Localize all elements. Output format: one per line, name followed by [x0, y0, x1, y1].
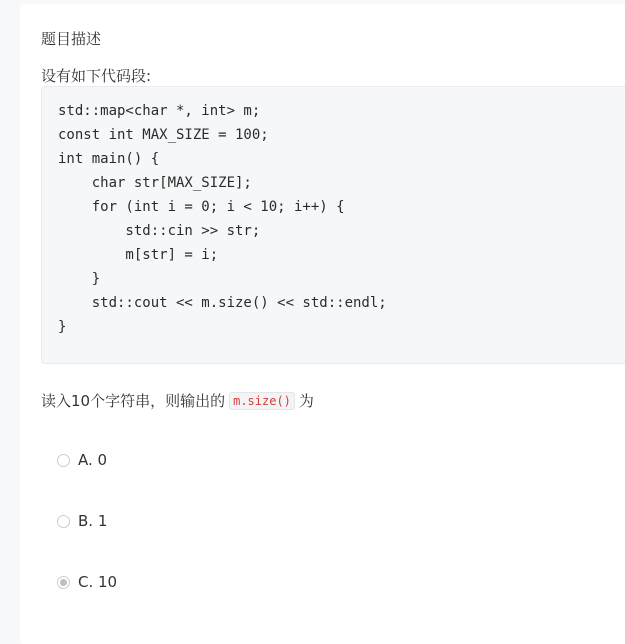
option-c[interactable] [57, 571, 117, 593]
code-line: std::cin >> str; [58, 223, 261, 239]
code-line: for (int i = 0; i < 10; i++) { [58, 199, 345, 215]
option-label-c: C. 10 [78, 573, 118, 591]
code-block [41, 86, 625, 364]
code-line: } [58, 319, 67, 335]
inline-code: m.size() [229, 392, 295, 410]
prompt-text-after: 为 [298, 392, 314, 410]
code-line: std::cout << m.size() << std::endl; [58, 295, 387, 311]
code-line: std::map<char *, int> m; [58, 103, 261, 119]
section-title: 题目描述 [41, 30, 102, 48]
option-label-b: B. 1 [78, 512, 108, 530]
question-intro: 设有如下代码段: [41, 67, 152, 85]
question-card [20, 4, 625, 644]
option-label-a: A. 0 [78, 451, 108, 469]
radio-button-b[interactable] [57, 515, 70, 528]
code-line: m[str] = i; [58, 247, 219, 263]
option-a[interactable] [57, 449, 107, 471]
option-b[interactable] [57, 510, 107, 532]
question-prompt [41, 390, 314, 413]
radio-button-c[interactable] [57, 576, 70, 589]
prompt-text-before: 读入10个字符串，则输出的 [41, 392, 226, 410]
code-line: } [58, 271, 101, 287]
radio-button-a[interactable] [57, 454, 70, 467]
code-line: char str[MAX_SIZE]; [58, 175, 252, 191]
code-line: int main() { [58, 151, 160, 167]
code-line: const int MAX_SIZE = 100; [58, 127, 269, 143]
